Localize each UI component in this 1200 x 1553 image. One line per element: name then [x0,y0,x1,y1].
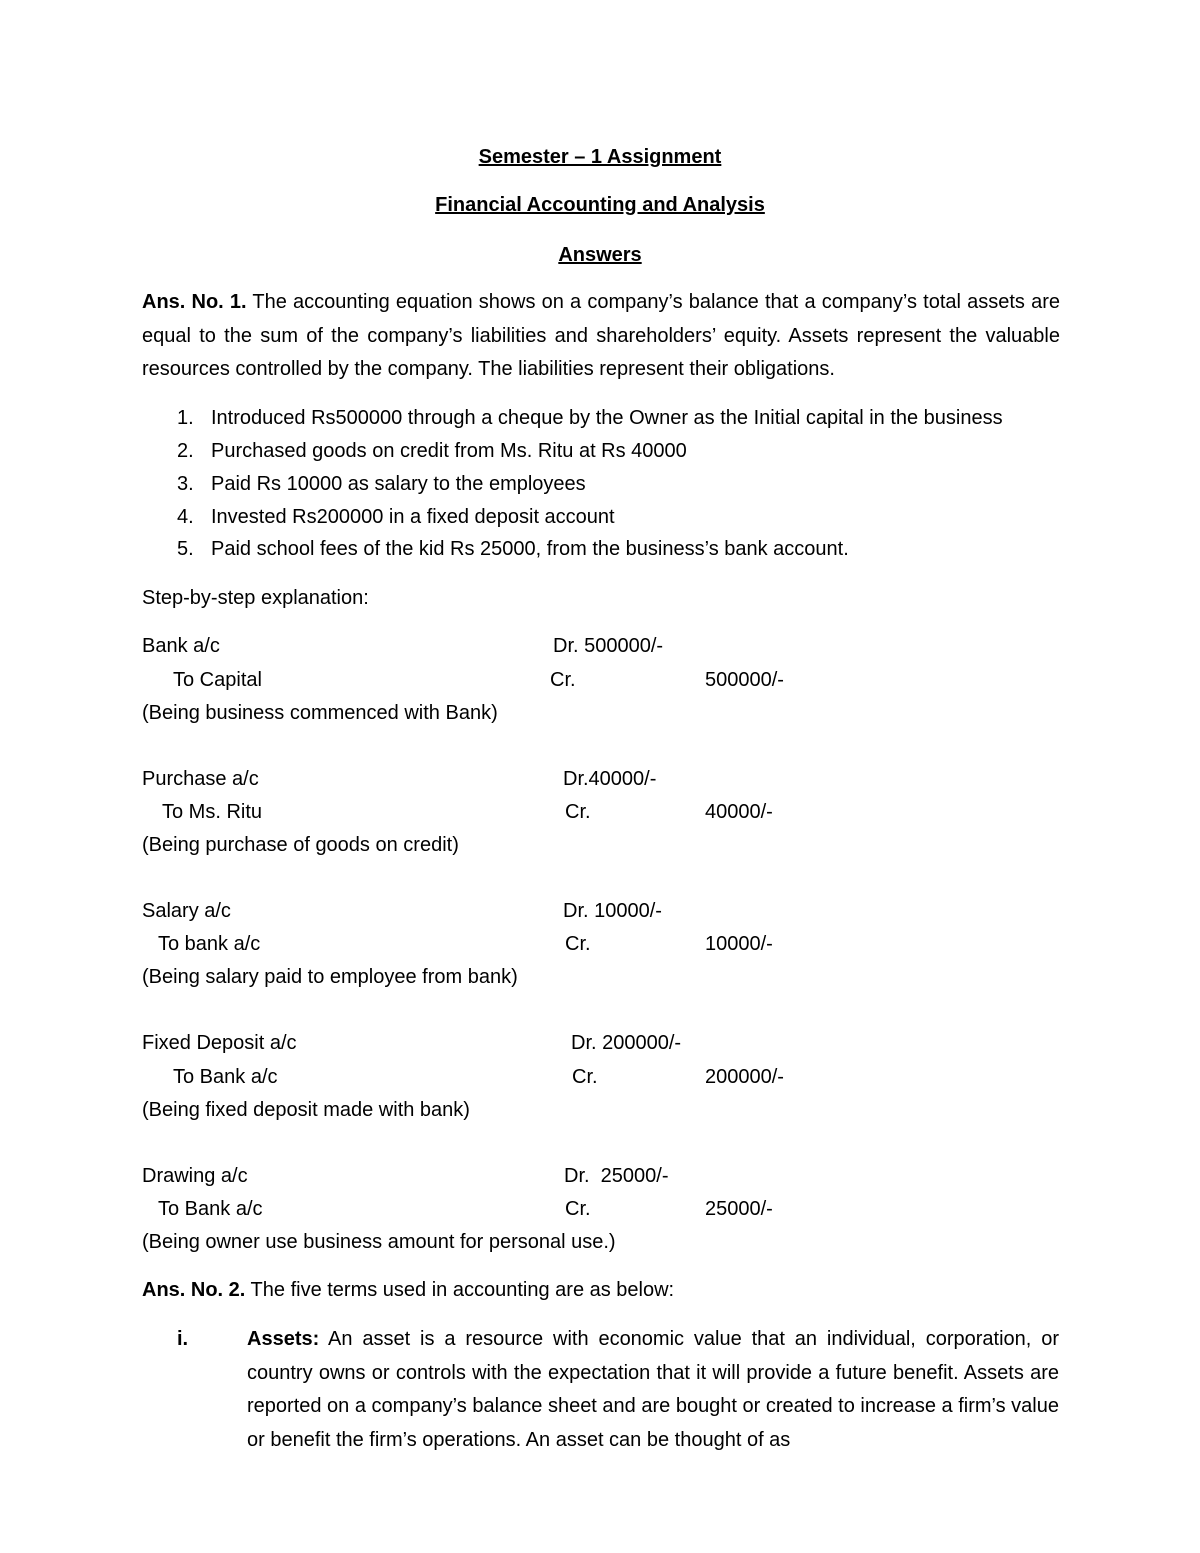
credit-account: To Ms. Ritu [162,801,263,823]
assets-definition [247,1323,1059,1457]
credit-marker: Cr. [565,933,591,955]
narration: (Being purchase of goods on credit) [142,834,459,856]
debit-amount: Dr. 10000/- [563,900,662,922]
narration: (Being business commenced with Bank) [142,702,498,724]
course-title: Financial Accounting and Analysis [435,194,765,216]
narration: (Being owner use business amount for personal use.) [142,1231,616,1253]
debit-amount: Dr. 500000/- [553,635,664,657]
credit-amount: 500000/- [705,669,784,691]
list-item-number: 5. [177,538,194,560]
narration: (Being salary paid to employee from bank) [142,966,518,988]
debit-amount: Dr. 200000/- [571,1032,682,1054]
credit-amount: 25000/- [705,1198,773,1220]
credit-marker: Cr. [550,669,576,691]
answer-2-label: Ans. No. 2. [142,1279,246,1301]
list-item-number: 4. [177,506,194,528]
term-number: i. [177,1328,189,1350]
credit-account: To bank a/c [158,933,261,955]
debit-account: Salary a/c [142,900,231,922]
credit-marker: Cr. [565,1198,591,1220]
list-item: Invested Rs200000 in a fixed deposit account [211,506,615,528]
debit-account: Bank a/c [142,635,220,657]
answers-heading: Answers [558,244,642,266]
credit-amount: 200000/- [705,1066,784,1088]
answer-1-paragraph [142,286,1060,387]
term-text: An asset is a resource with economic value that an individual, corporation, or country owns or controls with the expectation that it will provide a future benefit. Assets are reported on a company’s balance sheet and are bought or created to increase a firm’s value or benefit the firm’s operations. An asset can be thought of as [247,1328,1059,1451]
list-item-number: 1. [177,407,194,429]
credit-account: To Bank a/c [173,1066,278,1088]
debit-amount: Dr. 25000/- [564,1165,669,1187]
answer-1-label: Ans. No. 1. [142,291,247,313]
credit-account: To Capital [173,669,262,691]
semester-title: Semester – 1 Assignment [478,146,722,168]
answer-2-text: The five terms used in accounting are as below: [245,1279,675,1301]
list-item-number: 2. [177,440,194,462]
answer-2-intro [142,1278,674,1302]
credit-amount: 10000/- [705,933,773,955]
credit-account: To Bank a/c [158,1198,263,1220]
list-item-number: 3. [177,473,194,495]
step-label: Step-by-step explanation: [142,587,369,609]
credit-marker: Cr. [572,1066,598,1088]
list-item: Introduced Rs500000 through a cheque by the Owner as the Initial capital in the business [211,407,1003,429]
narration: (Being fixed deposit made with bank) [142,1099,470,1121]
term-label: Assets: [247,1328,320,1350]
debit-account: Purchase a/c [142,768,259,790]
credit-marker: Cr. [565,801,591,823]
debit-account: Drawing a/c [142,1165,248,1187]
list-item: Paid Rs 10000 as salary to the employees [211,473,586,495]
credit-amount: 40000/- [705,801,773,823]
debit-account: Fixed Deposit a/c [142,1032,297,1054]
list-item: Purchased goods on credit from Ms. Ritu at Rs 40000 [211,440,687,462]
answer-1-text: The accounting equation shows on a company’s balance that a company’s total assets are equal to the sum of the company’s liabilities and shareholders’ equity. Assets represent the valuable resources controlled by the company. The liabilities represent their obligations. [142,291,1060,380]
list-item: Paid school fees of the kid Rs 25000, from the business’s bank account. [211,538,849,560]
debit-amount: Dr.40000/- [563,768,657,790]
